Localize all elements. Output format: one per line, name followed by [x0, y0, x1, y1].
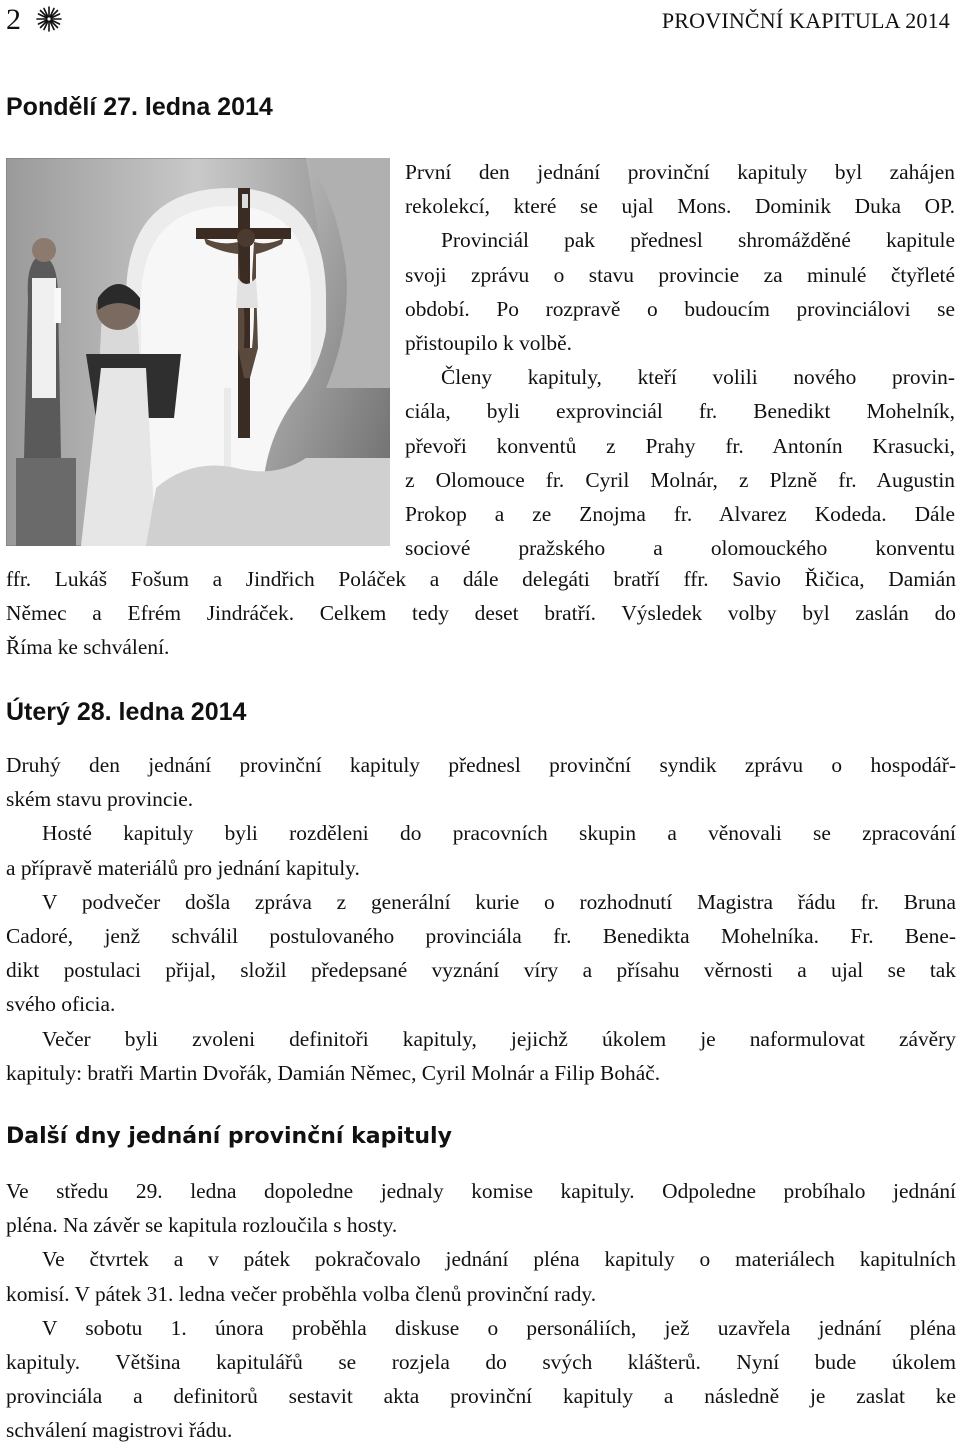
text-line: Večer byli zvoleni definitoři kapituly, jejichž úkolem je naformulovat závěry: [42, 1026, 956, 1051]
text-line: pléna. Na závěr se kapitula rozloučila s hosty.: [6, 1213, 398, 1238]
text-line: V podvečer došla zpráva z generální kurie o rozhodnutí Magistra řádu fr. Bruna: [42, 889, 956, 914]
text-line: Hosté kapituly byli rozděleni do pracovních skupin a věnovali se zpracování: [42, 821, 956, 846]
section-heading-further-days: Další dny jednání provinční kapituly: [6, 1124, 452, 1149]
text-line: a přípravě materiálů pro jednání kapituly.: [6, 855, 360, 880]
text-line: Prokop a ze Znojma fr. Alvarez Kodeda. Dále: [405, 502, 955, 527]
text-line: ffr. Lukáš Fošum a Jindřich Poláček a dále delegáti bratří ffr. Savio Řičica, Damián: [6, 567, 956, 591]
running-title: PROVINČNÍ KAPITULA 2014: [661, 8, 950, 33]
text-line: Němec a Efrém Jindráček. Celkem tedy deset bratří. Výsledek volby byl zaslán do: [6, 601, 956, 626]
text-line: z Olomouce fr. Cyril Molnár, z Plzně fr. Augustin: [405, 467, 955, 492]
text-line: svoji zprávu o stavu provincie za minulé čtyřleté: [405, 262, 955, 287]
text-line: provinciála a definitorů sestavit akta provinční kapituly a následně je zaslat ke: [6, 1384, 956, 1409]
text-line: ském stavu provincie.: [6, 787, 194, 812]
text-line: Ve čtvrtek a v pátek pokračovalo jednání pléna kapituly o materiálech kapitulních: [42, 1247, 956, 1272]
section2-text: [6, 748, 956, 1090]
section-heading-tuesday: Úterý 28. ledna 2014: [6, 698, 247, 726]
text-line: První den jednání provinční kapituly byl zahájen: [405, 160, 955, 184]
text-line: sociové pražského a olomouckého konventu: [405, 536, 955, 561]
page-number: 2: [6, 3, 21, 36]
asterisk-star-icon: [34, 4, 64, 34]
text-line: svého oficia.: [6, 992, 116, 1017]
section3-text: [6, 1174, 956, 1448]
text-line: kapituly: bratři Martin Dvořák, Damián Němec, Cyril Molnár a Filip Boháč.: [6, 1060, 661, 1085]
text-line: ciála, byli exprovinciál fr. Benedikt Mohelník,: [405, 399, 955, 424]
text-line: Cadoré, jenž schválil postulovaného provinciála fr. Benedikta Mohelníka. Fr. Bene-: [6, 924, 956, 949]
chapel-photo: [6, 158, 390, 546]
section1-full-width-text: [6, 562, 956, 665]
text-line: rekolekcí, které se ujal Mons. Dominik Duka OP.: [405, 194, 955, 219]
text-line: komisí. V pátek 31. ledna večer proběhla volba členů provinční rady.: [6, 1281, 597, 1306]
text-line: Členy kapituly, kteří volili nového provin-: [441, 365, 955, 390]
text-line: schválení magistrovi řádu.: [6, 1418, 233, 1443]
text-line: období. Po rozpravě o budoucím provinciálovi se: [405, 296, 955, 321]
section1-right-column: [405, 155, 955, 565]
text-line: Ve středu 29. ledna dopoledne jednaly komise kapituly. Odpoledne probíhalo jednání: [6, 1179, 956, 1203]
text-line: Říma ke schválení.: [6, 635, 170, 660]
text-line: Druhý den jednání provinční kapituly přednesl provinční syndik zprávu o hospodář-: [6, 753, 956, 777]
text-line: V sobotu 1. února proběhla diskuse o personáliích, jež uzavřela jednání pléna: [42, 1315, 956, 1340]
page-header: [0, 0, 960, 40]
text-line: převoři konventů z Prahy fr. Antonín Krasucki,: [405, 433, 955, 458]
text-line: kapituly. Většina kapitulářů se rozjela do svých klášterů. Nyní bude úkolem: [6, 1350, 956, 1375]
text-line: přistoupilo k volbě.: [405, 331, 572, 356]
text-line: Provinciál pak přednesl shromážděné kapitule: [441, 228, 955, 253]
text-line: dikt postulaci přijal, složil předepsané vyznání víry a přísahu věrnosti a ujal se tak: [6, 958, 956, 983]
section-heading-monday: Pondělí 27. ledna 2014: [6, 93, 273, 121]
